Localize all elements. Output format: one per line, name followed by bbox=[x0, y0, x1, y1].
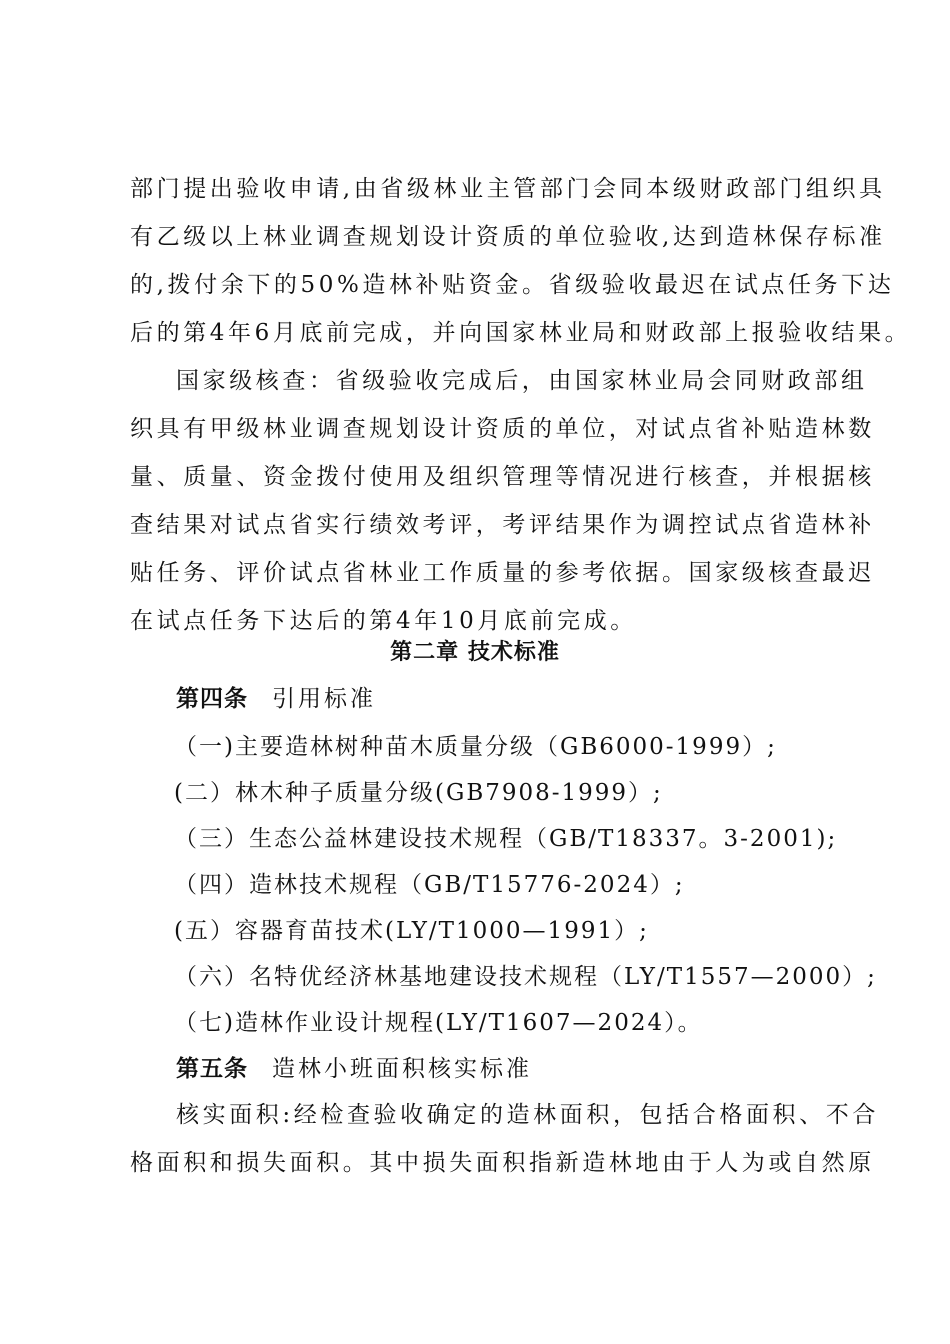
reference-item: （六）名特优经济林基地建设技术规程（LY/T1557—2000）; bbox=[174, 964, 877, 990]
reference-item: (五）容器育苗技术(LY/T1000—1991）; bbox=[174, 918, 649, 944]
paragraph-line: 的,拨付余下的50%造林补贴资金。省级验收最迟在试点任务下达 bbox=[130, 272, 895, 298]
article-title: 引用标准 bbox=[272, 686, 376, 712]
article-number: 第五条 bbox=[176, 1056, 248, 1082]
paragraph-line: 核实面积:经检查验收确定的造林面积，包括合格面积、不合 bbox=[176, 1102, 879, 1128]
paragraph-line: 贴任务、评价试点省林业工作质量的参考依据。国家级核查最迟 bbox=[130, 560, 875, 586]
reference-item: (二）林木种子质量分级(GB7908-1999）; bbox=[174, 780, 663, 806]
reference-item: （三）生态公益林建设技术规程（GB/T18337。3-2001); bbox=[174, 826, 838, 852]
reference-item: （七)造林作业设计规程(LY/T1607—2024）。 bbox=[174, 1010, 703, 1036]
article-title: 造林小班面积核实标准 bbox=[272, 1056, 532, 1082]
article-heading bbox=[176, 1054, 896, 1084]
paragraph-line: 部门提出验收申请,由省级林业主管部门会同本级财政部门组织具 bbox=[130, 176, 886, 202]
paragraph-line: 查结果对试点省实行绩效考评，考评结果作为调控试点省造林补 bbox=[130, 512, 875, 538]
chapter-title: 第二章 技术标准 bbox=[390, 640, 560, 665]
paragraph-line: 后的第4年6月底前完成，并向国家林业局和财政部上报验收结果。 bbox=[130, 320, 912, 346]
paragraph-line: 格面积和损失面积。其中损失面积指新造林地由于人为或自然原 bbox=[130, 1150, 875, 1176]
paragraph-line: 在试点任务下达后的第4年10月底前完成。 bbox=[130, 608, 637, 634]
reference-item: （一)主要造林树种苗木质量分级（GB6000-1999）; bbox=[174, 734, 777, 760]
reference-item: （四）造林技术规程（GB/T15776-2024）; bbox=[174, 872, 685, 898]
article-number: 第四条 bbox=[176, 686, 248, 712]
paragraph-line: 织具有甲级林业调查规划设计资质的单位，对试点省补贴造林数 bbox=[130, 416, 875, 442]
paragraph-line: 量、质量、资金拨付使用及组织管理等情况进行核查，并根据核 bbox=[130, 464, 875, 490]
article-heading bbox=[176, 684, 896, 714]
paragraph-line: 国家级核查：省级验收完成后，由国家林业局会同财政部组 bbox=[176, 368, 868, 394]
paragraph-line: 有乙级以上林业调查规划设计资质的单位验收,达到造林保存标准 bbox=[130, 224, 886, 250]
